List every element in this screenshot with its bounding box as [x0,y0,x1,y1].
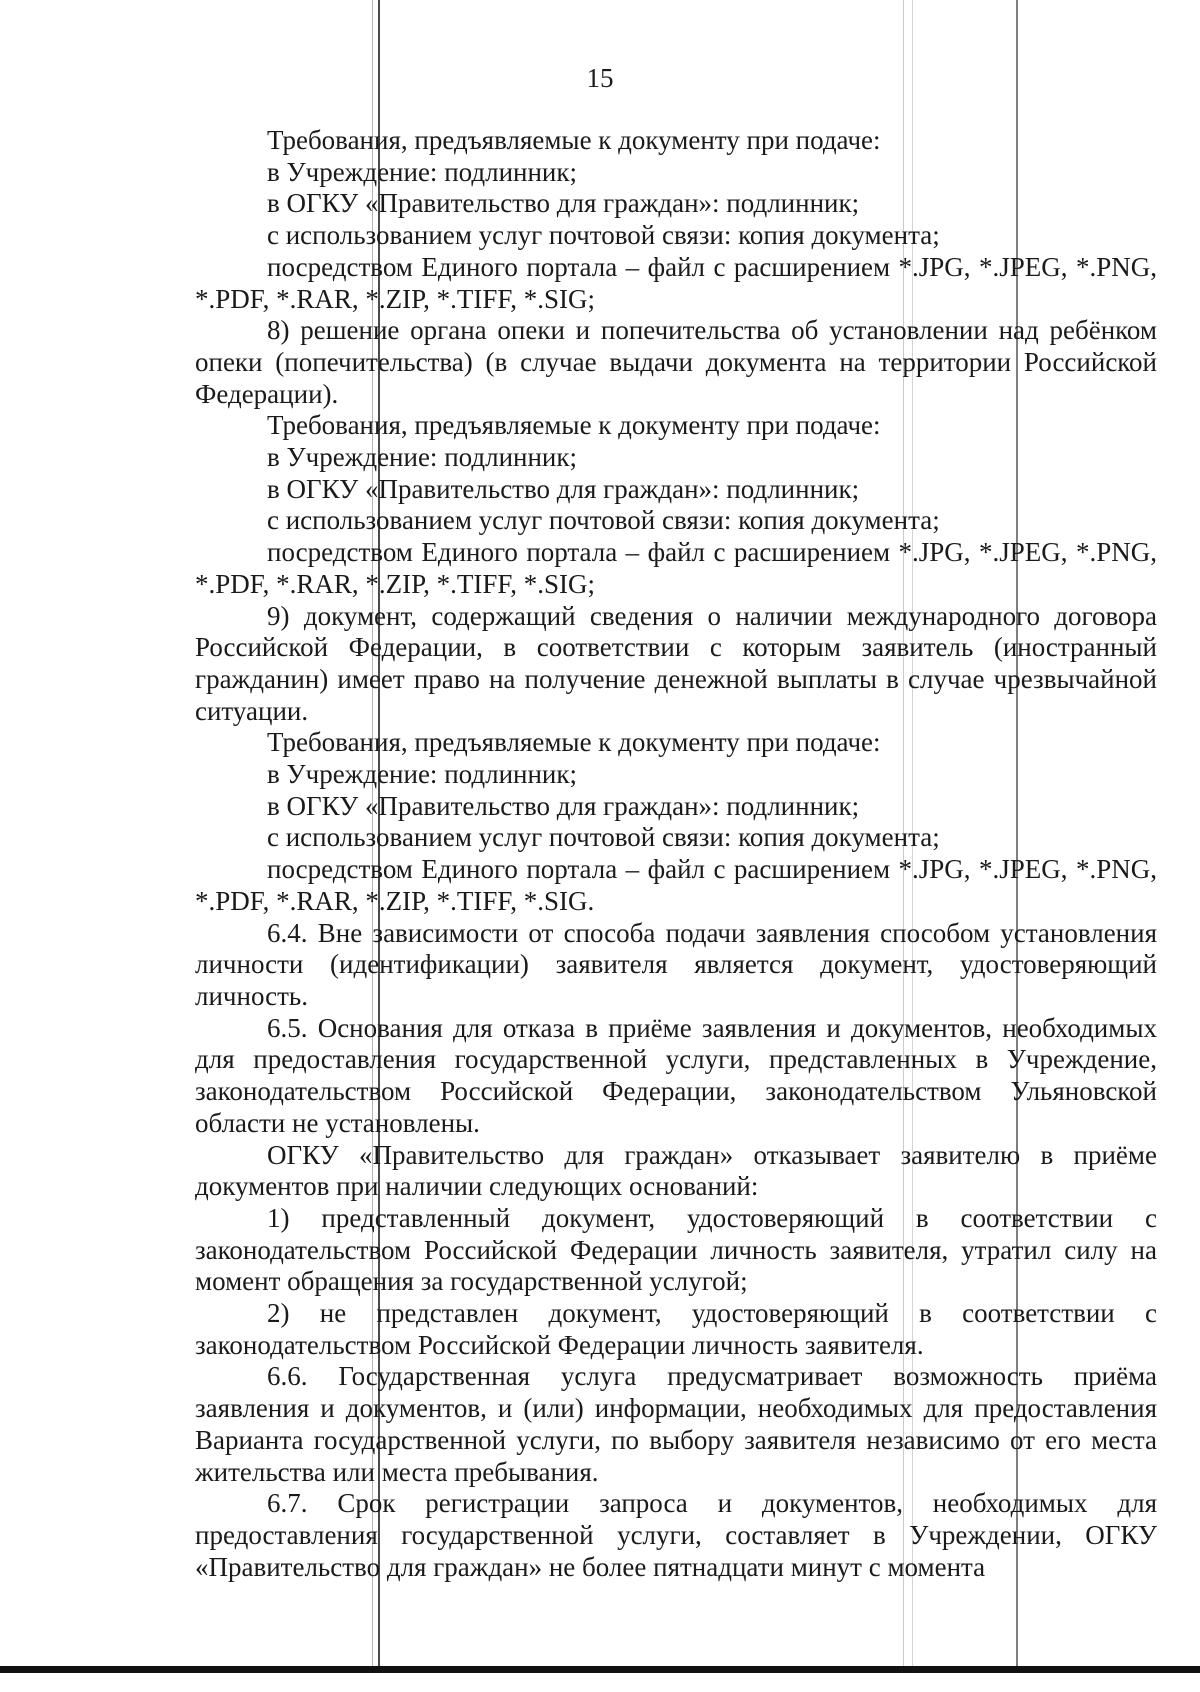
paragraph: посредством Единого портала – файл с расширением *.JPG, *.JPEG, *.PNG, *.PDF, *.RAR, *.ZIP, *.TIFF, *.SIG; [195,251,1157,314]
paragraph: в ОГКУ «Правительство для граждан»: подлинник; [267,473,860,504]
paragraph: в ОГКУ «Правительство для граждан»: подлинник; [267,188,860,219]
paragraph: 8) решение органа опеки и попечительства об установлении над ребёнком опеки (попечительства) (в случае выдачи документа на территории Российской Федерации). [195,315,1157,409]
paragraph: ОГКУ «Правительство для граждан» отказывает заявителю в приёме документов при наличии следующих оснований: [195,1139,1157,1202]
paragraph: с использованием услуг почтовой связи: копия документа; [267,505,940,536]
paragraph: в Учреждение: подлинник; [267,442,577,473]
paragraph: 1) представленный документ, удостоверяющий в соответствии с законодательством Российской Федерации личность заявителя, утратил силу на момент обращения за государственной услугой; [195,1202,1157,1297]
paragraph: Требования, предъявляемые к документу при подаче: [267,125,881,155]
paragraph: с использованием услуг почтовой связи: копия документа; [267,220,940,251]
paragraph: 6.5. Основания для отказа в приёме заявления и документов, необходимых для предоставления государственной услуги, представленных в Учреждение, законодательством Российской Федерации, законодательством Ульяновской области не установлены. [195,1012,1157,1138]
paragraph: 9) документ, содержащий сведения о наличии международного договора Российской Федерации, в соответствии с которым заявитель (иностранный гражданин) имеет право на получение денежной выплаты в случае чрезвычайной ситуации. [195,600,1157,726]
paragraph: 6.7. Срок регистрации запроса и документов, необходимых для предоставления государственной услуги, составляет в Учреждении, ОГКУ «Правительство для граждан» не более пятнадцати минут с момента [195,1488,1157,1582]
paragraph: 6.6. Государственная услуга предусматривает возможность приёма заявления и документов, и (или) информации, необходимых для предоставления Варианта государственной услуги, по выбору заявителя независимо от его места жительства или места пребывания. [195,1361,1157,1487]
paragraph: в ОГКУ «Правительство для граждан»: подлинник; [267,790,860,821]
paragraph: Требования, предъявляемые к документу при подаче: [267,410,881,441]
paragraph: в Учреждение: подлинник; [267,759,577,790]
document-body [195,125,1157,1583]
paragraph: 2) не представлен документ, удостоверяющий в соответствии с законодательством Российской Федерации личность заявителя. [195,1298,1157,1360]
paragraph: посредством Единого портала – файл с расширением *.JPG, *.JPEG, *.PNG, *.PDF, *.RAR, *.ZIP, *.TIFF, *.SIG. [195,854,1157,916]
page-number: 15 [586,63,614,93]
paragraph: 6.4. Вне зависимости от способа подачи заявления способом установления личности (идентификации) заявителя является документ, удостоверяющий личность. [195,917,1157,1011]
scan-bottom-edge [0,1666,1200,1673]
paragraph: с использованием услуг почтовой связи: копия документа; [267,822,940,853]
paragraph: посредством Единого портала – файл с расширением *.JPG, *.JPEG, *.PNG, *.PDF, *.RAR, *.ZIP, *.TIFF, *.SIG; [195,537,1157,599]
paragraph: в Учреждение: подлинник; [267,156,577,187]
paragraph: Требования, предъявляемые к документу при подаче: [267,727,881,758]
